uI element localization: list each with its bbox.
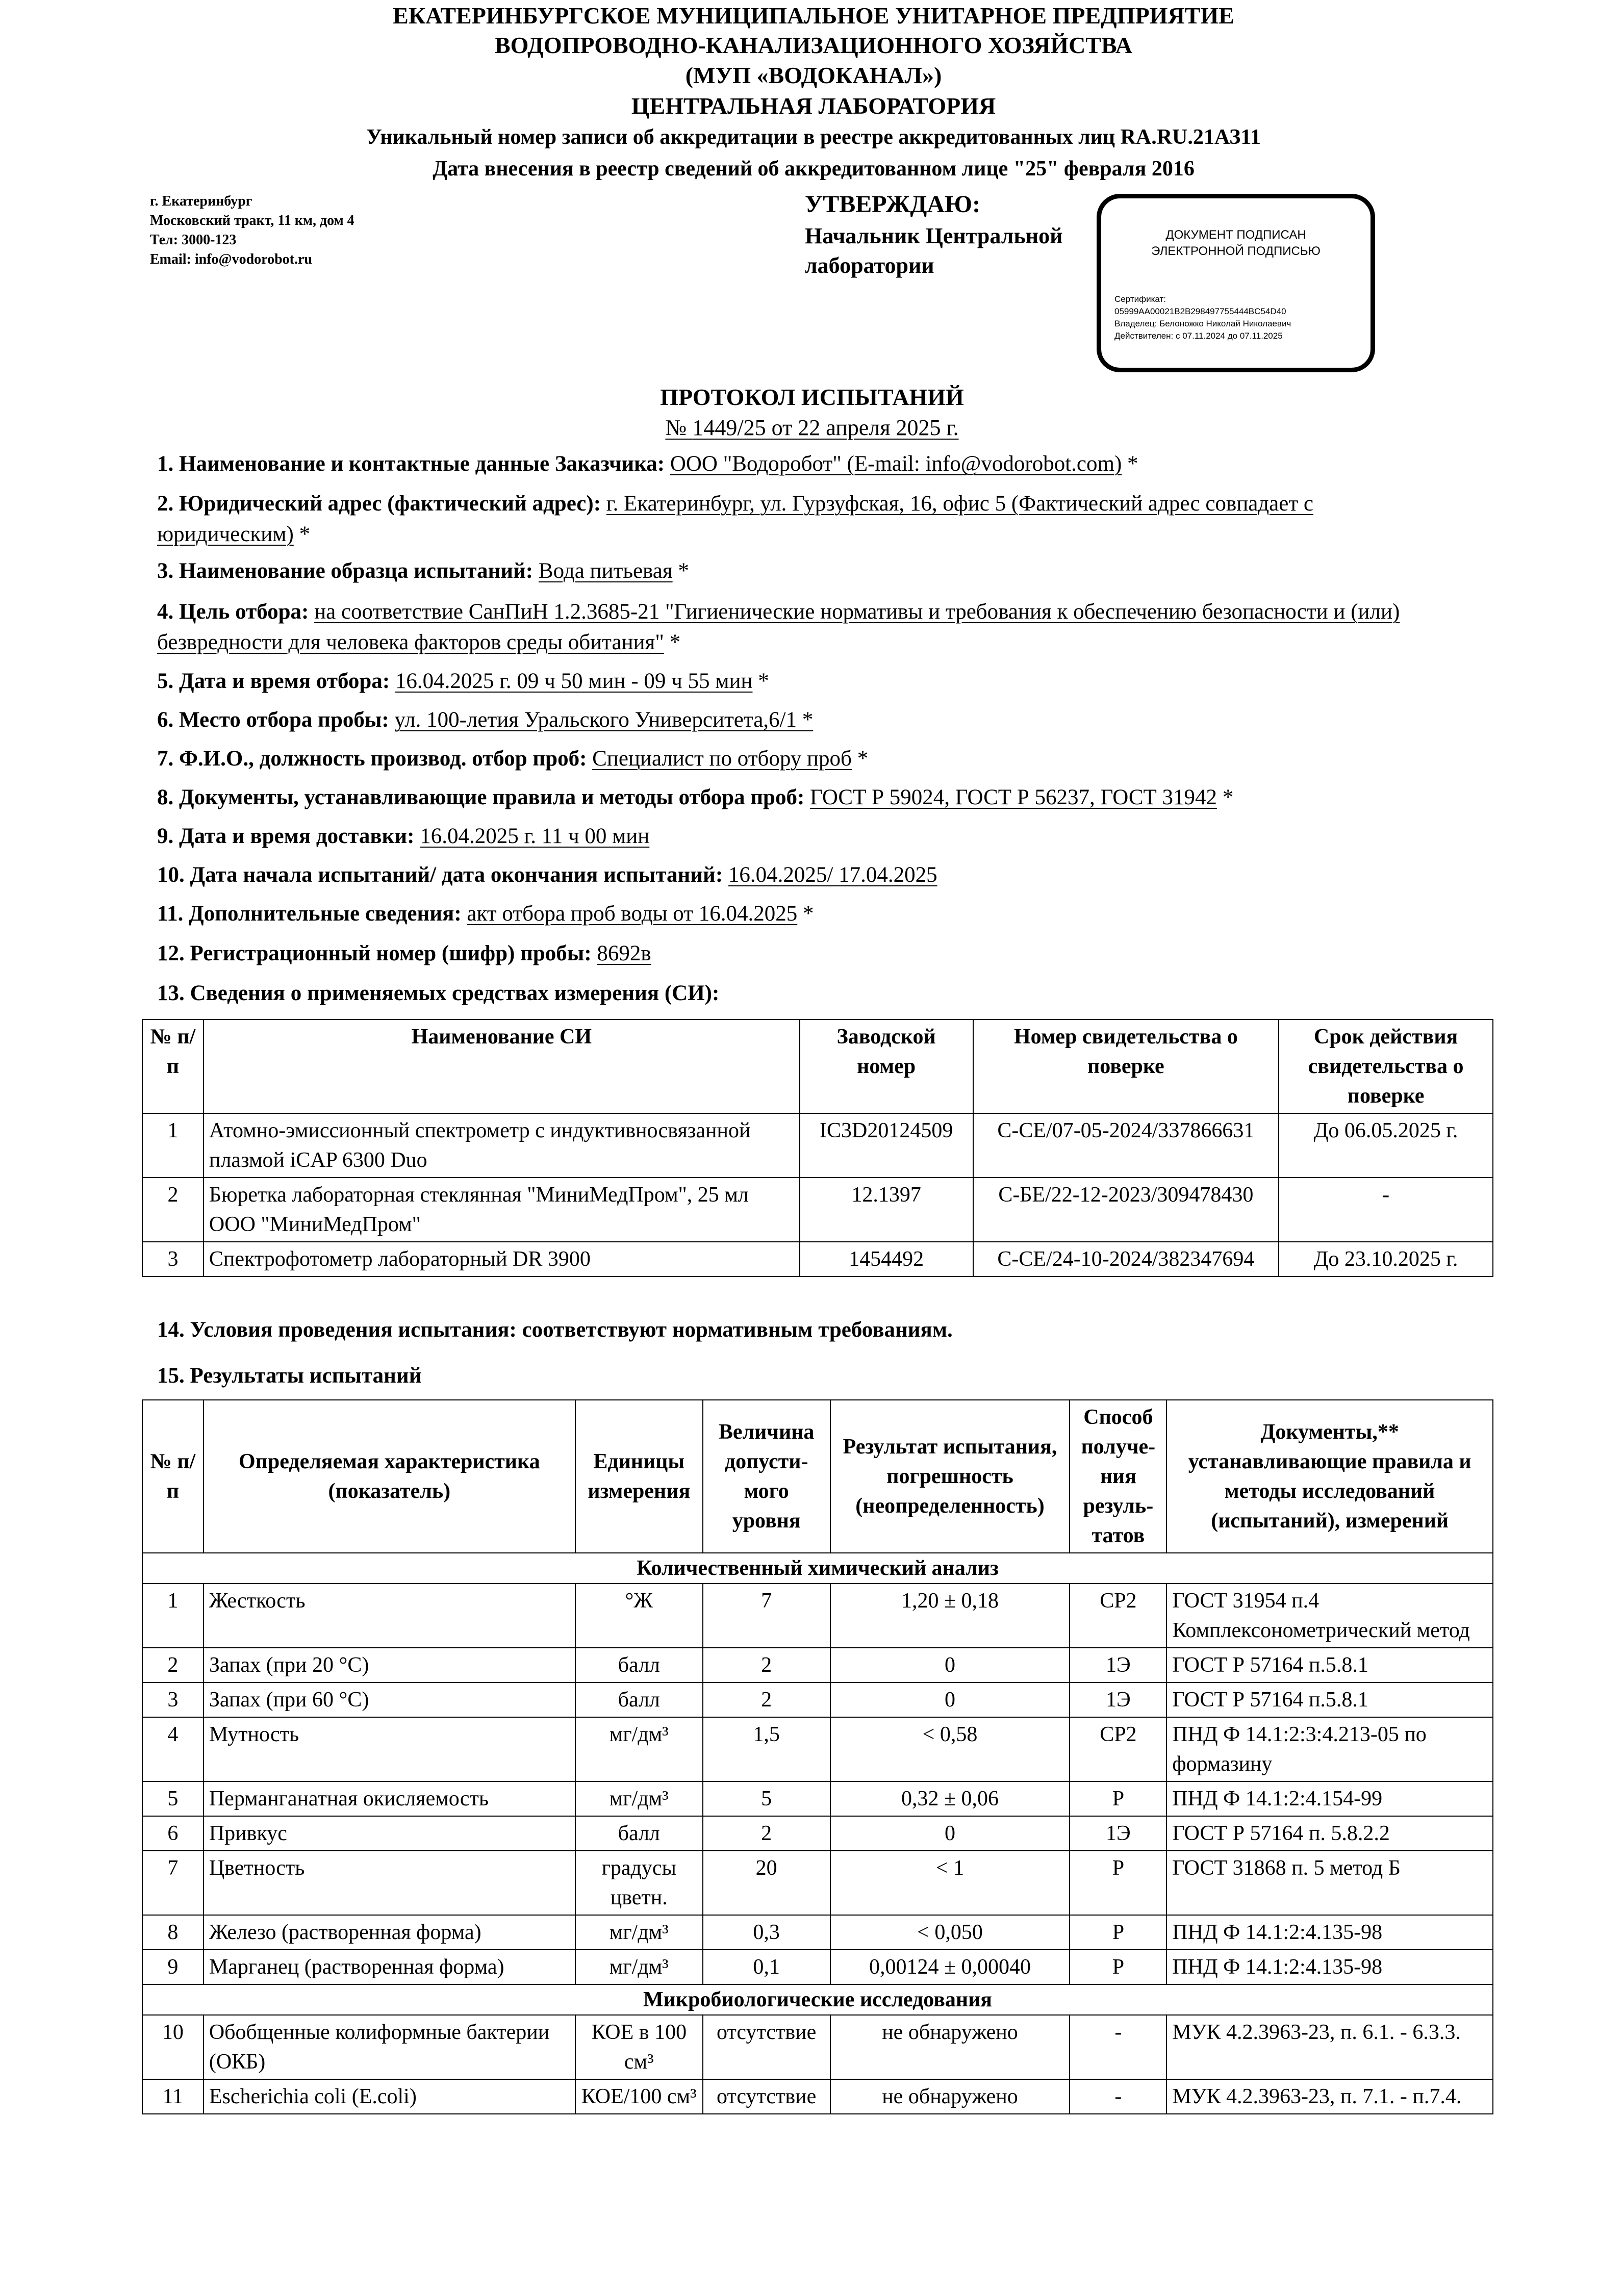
cell-method: Р [1070, 1781, 1166, 1816]
item-suffix: * [293, 522, 311, 546]
cell-documents: ГОСТ 31954 п.4 Комплексонометрический метод [1166, 1584, 1493, 1648]
table-row [142, 2015, 1493, 2079]
item-value: акт отбора проб воды от 16.04.2025 [467, 902, 798, 926]
cell-documents: ГОСТ Р 57164 п.5.8.1 [1166, 1682, 1493, 1717]
table-row [142, 1584, 1493, 1648]
cell-characteristic: Привкус [204, 1816, 575, 1851]
cell-permissible-level: 5 [703, 1781, 830, 1816]
cell-documents: ПНД Ф 14.1:2:3:4.213-05 по формазину [1166, 1717, 1493, 1781]
item-delivery-datetime [157, 821, 1483, 852]
cell-serial: 1454492 [800, 1242, 973, 1277]
cell-validity: - [1279, 1178, 1493, 1242]
cell-characteristic: Запах (при 60 °С) [204, 1682, 575, 1717]
item-sampling-datetime [157, 666, 1483, 697]
table-header-row [142, 1019, 1493, 1113]
cell-certificate: С-БЕ/22-12-2023/309478430 [973, 1178, 1279, 1242]
item-label: 3. Наименование образца испытаний: [157, 559, 539, 583]
cell-characteristic: Escherichia coli (E.coli) [204, 2079, 575, 2114]
item-label: 12. Регистрационный номер (шифр) пробы: [157, 941, 597, 965]
cell-permissible-level: 2 [703, 1682, 830, 1717]
cell-permissible-level: 20 [703, 1851, 830, 1915]
cell-result: не обнаружено [830, 2079, 1070, 2114]
item-label: 1. Наименование и контактные данные Заказчика: [157, 452, 670, 476]
cell-permissible-level: 2 [703, 1648, 830, 1682]
col-header-si-name: Наименование СИ [204, 1019, 800, 1113]
table-row [142, 1781, 1493, 1816]
cell-permissible-level: 7 [703, 1584, 830, 1648]
item-test-results: 15. Результаты испытаний [157, 1364, 422, 1388]
item-value: на соответствие СанПиН 1.2.3685-21 "Гигиенические нормативы и требования к обеспечению безопасности и (или) безвредности для человека факторов среды обитания" [157, 600, 1400, 654]
cell-validity: До 23.10.2025 г. [1279, 1242, 1493, 1277]
section-title: Микробиологические исследования [142, 1984, 1493, 2015]
cell-result: 0,00124 ± 0,00040 [830, 1950, 1070, 1984]
test-results-table [142, 1399, 1493, 2114]
cell-units: мг/дм³ [575, 1781, 703, 1816]
item-label: 7. Ф.И.О., должность производ. отбор проб: [157, 747, 593, 771]
cell-permissible-level: 2 [703, 1816, 830, 1851]
cell-number: 1 [142, 1584, 204, 1648]
protocol-title-block [0, 381, 1624, 443]
item-sampling-documents [157, 782, 1483, 813]
approval-block [805, 190, 1062, 280]
table-header-row [142, 1400, 1493, 1553]
section-row-microbiological [142, 1984, 1493, 2015]
cell-units: мг/дм³ [575, 1950, 703, 1984]
stamp-cert-label: Сертификат: [1114, 294, 1166, 304]
cell-result: < 0,58 [830, 1717, 1070, 1781]
item-suffix: * [1217, 785, 1234, 809]
col-header-certificate: Номер свидетельства о поверке [973, 1019, 1279, 1113]
cell-documents: МУК 4.2.3963-23, п. 6.1. - 6.3.3. [1166, 2015, 1493, 2079]
table-row [142, 1816, 1493, 1851]
cell-characteristic: Перманганатная окисляемость [204, 1781, 575, 1816]
col-header-validity: Срок действия свидетельства о поверке [1279, 1019, 1493, 1113]
item-value: 16.04.2025 г. 11 ч 00 мин [420, 824, 650, 848]
item-label: 10. Дата начала испытаний/ дата окончания испытаний: [157, 863, 728, 887]
table-row [142, 1242, 1493, 1277]
cell-documents: МУК 4.2.3963-23, п. 7.1. - п.7.4. [1166, 2079, 1493, 2114]
cell-result: 1,20 ± 0,18 [830, 1584, 1070, 1648]
cell-units: балл [575, 1816, 703, 1851]
org-name-line1: ЕКАТЕРИНБУРГСКОЕ МУНИЦИПАЛЬНОЕ УНИТАРНОЕ ПРЕДПРИЯТИЕ [393, 3, 1234, 29]
item-sampling-purpose [157, 597, 1432, 658]
table-row [142, 1648, 1493, 1682]
cell-method: Р [1070, 1915, 1166, 1950]
cell-units: балл [575, 1648, 703, 1682]
item-suffix: * [1122, 452, 1138, 476]
section-title: Количественный химический анализ [142, 1553, 1493, 1584]
item-suffix: * [851, 747, 869, 771]
table-row [142, 1178, 1493, 1242]
section-row-chemical [142, 1553, 1493, 1584]
org-short-name: (МУП «ВОДОКАНАЛ») [685, 62, 942, 88]
protocol-title: ПРОТОКОЛ ИСПЫТАНИЙ [660, 384, 964, 410]
cell-units: мг/дм³ [575, 1915, 703, 1950]
col-header-method: Способ получе-ния резуль-татов [1070, 1400, 1166, 1553]
item-label: 4. Цель отбора: [157, 600, 315, 624]
cell-number: 10 [142, 2015, 204, 2079]
cell-validity: До 06.05.2025 г. [1279, 1113, 1493, 1178]
cell-units: градусы цветн. [575, 1851, 703, 1915]
table-row [142, 1950, 1493, 1984]
cell-documents: ПНД Ф 14.1:2:4.135-98 [1166, 1950, 1493, 1984]
cell-documents: ПНД Ф 14.1:2:4.135-98 [1166, 1915, 1493, 1950]
item-registration-number [157, 938, 1483, 969]
cell-number: 6 [142, 1816, 204, 1851]
approval-position-line2: лаборатории [805, 253, 934, 278]
cell-certificate: С-СЕ/07-05-2024/337866631 [973, 1113, 1279, 1178]
cell-characteristic: Цветность [204, 1851, 575, 1915]
cell-method: 1Э [1070, 1648, 1166, 1682]
table-row [142, 1915, 1493, 1950]
org-name-line2: ВОДОПРОВОДНО-КАНАЛИЗАЦИОННОГО ХОЗЯЙСТВА [495, 32, 1132, 58]
address-phone: Тел: 3000-123 [150, 232, 237, 248]
cell-characteristic: Марганец (растворенная форма) [204, 1950, 575, 1984]
accreditation-number: Уникальный номер записи об аккредитации в реестре аккредитованных лиц RA.RU.21АЗ11 [366, 125, 1261, 149]
cell-number: 5 [142, 1781, 204, 1816]
cell-si-name: Спектрофотометр лабораторный DR 3900 [204, 1242, 800, 1277]
cell-si-name: Бюретка лабораторная стеклянная "МиниМедПром", 25 мл ООО "МиниМедПром" [204, 1178, 800, 1242]
item-measuring-instruments [157, 978, 1483, 1009]
cell-permissible-level: 0,1 [703, 1950, 830, 1984]
cell-result: 0 [830, 1648, 1070, 1682]
cell-number: 2 [142, 1178, 204, 1242]
item-suffix: * [797, 902, 814, 926]
item-sampling-place [157, 705, 1483, 735]
table-row [142, 1113, 1493, 1178]
cell-certificate: С-СЕ/24-10-2024/382347694 [973, 1242, 1279, 1277]
address-street: Московский тракт, 11 км, дом 4 [150, 213, 354, 228]
cell-permissible-level: 0,3 [703, 1915, 830, 1950]
col-header-serial: Заводской номер [800, 1019, 973, 1113]
accreditation-date: Дата внесения в реестр сведений об аккредитованном лице "25" февраля 2016 [433, 157, 1195, 181]
col-header-permissible-level: Величина допусти-мого уровня [703, 1400, 830, 1553]
cell-number: 4 [142, 1717, 204, 1781]
cell-number: 2 [142, 1648, 204, 1682]
protocol-number: 1449/25 [692, 415, 766, 440]
cell-result: < 1 [830, 1851, 1070, 1915]
item-suffix: * [664, 630, 681, 654]
stamp-title-line1: ДОКУМЕНТ ПОДПИСАН [1165, 228, 1306, 242]
col-header-result: Результат испытания, погрешность (неопределенность) [830, 1400, 1070, 1553]
cell-serial: 12.1397 [800, 1178, 973, 1242]
cell-units: балл [575, 1682, 703, 1717]
cell-number: 3 [142, 1682, 204, 1717]
stamp-cert-number: 05999AA00021B2B298497755444BC54D40 [1114, 307, 1286, 316]
lab-address [150, 192, 354, 269]
table-row [142, 1682, 1493, 1717]
col-header-characteristic: Определяемая характеристика (показатель) [204, 1400, 575, 1553]
cell-characteristic: Запах (при 20 °С) [204, 1648, 575, 1682]
col-header-number: № п/п [142, 1019, 204, 1113]
address-email: Email: info@vodorobot.ru [150, 251, 312, 267]
cell-method: СР2 [1070, 1717, 1166, 1781]
item-value: 16.04.2025/ 17.04.2025 [728, 863, 937, 887]
stamp-validity: Действителен: с 07.11.2024 до 07.11.2025 [1114, 331, 1283, 341]
cell-method: 1Э [1070, 1816, 1166, 1851]
protocol-date: 22 апреля 2025 г. [798, 415, 959, 440]
approval-title: УТВЕРЖДАЮ: [805, 191, 981, 218]
cell-characteristic: Жесткость [204, 1584, 575, 1648]
cell-method: - [1070, 2015, 1166, 2079]
item-value: г. Екатеринбург, ул. Гурзуфская, 16, офис 5 (Фактический адрес совпадает с юридическим) [157, 492, 1313, 546]
cell-units: КОЕ/100 см³ [575, 2079, 703, 2114]
cell-documents: ГОСТ Р 57164 п.5.8.1 [1166, 1648, 1493, 1682]
item-value: ул. 100-летия Уральского Университета,6/1 * [394, 708, 814, 732]
protocol-number-line [0, 413, 1624, 443]
measuring-instruments-table [142, 1019, 1493, 1277]
cell-documents: ПНД Ф 14.1:2:4.154-99 [1166, 1781, 1493, 1816]
item-label: 5. Дата и время отбора: [157, 669, 395, 693]
item-legal-address [157, 489, 1422, 550]
item-value: Вода питьевая [538, 559, 673, 583]
item-label: 9. Дата и время доставки: [157, 824, 420, 848]
item-label: 13. Сведения о применяемых средствах измерения (СИ): [157, 981, 720, 1005]
electronic-signature-stamp [1097, 194, 1375, 372]
cell-number: 8 [142, 1915, 204, 1950]
cell-units: КОЕ в 100 см³ [575, 2015, 703, 2079]
item-value: ООО "Водоробот" (E-mail: info@vodorobot.com) [670, 452, 1122, 476]
item-value: 16.04.2025 г. 09 ч 50 мин - 09 ч 55 мин [395, 669, 753, 693]
cell-number: 9 [142, 1950, 204, 1984]
cell-method: - [1070, 2079, 1166, 2114]
cell-result: не обнаружено [830, 2015, 1070, 2079]
cell-result: 0,32 ± 0,06 [830, 1781, 1070, 1816]
col-header-units: Единицы измерения [575, 1400, 703, 1553]
cell-characteristic: Мутность [204, 1717, 575, 1781]
address-city: г. Екатеринбург [150, 193, 252, 209]
cell-characteristic: Железо (растворенная форма) [204, 1915, 575, 1950]
cell-documents: ГОСТ Р 57164 п. 5.8.2.2 [1166, 1816, 1493, 1851]
item-sampler [157, 744, 1483, 774]
stamp-owner: Владелец: Белоножко Николай Николаевич [1114, 319, 1291, 328]
cell-method: СР2 [1070, 1584, 1166, 1648]
item-customer [157, 449, 1483, 479]
item-label: 8. Документы, устанавливающие правила и методы отбора проб: [157, 785, 810, 809]
laboratory-name: ЦЕНТРАЛЬНАЯ ЛАБОРАТОРИЯ [631, 93, 996, 119]
item-test-dates [157, 860, 1483, 890]
protocol-date-prefix: от [766, 415, 798, 440]
cell-result: 0 [830, 1682, 1070, 1717]
stamp-title [1101, 227, 1371, 260]
approval-position-line1: Начальник Центральной [805, 223, 1063, 248]
cell-number: 3 [142, 1242, 204, 1277]
organization-header [153, 0, 1474, 185]
table-row [142, 1851, 1493, 1915]
item-sample-name [157, 556, 1483, 586]
item-value: Специалист по отбору проб [592, 747, 852, 771]
item-additional-info [157, 899, 1483, 929]
cell-documents: ГОСТ 31868 п. 5 метод Б [1166, 1851, 1493, 1915]
cell-result: 0 [830, 1816, 1070, 1851]
item-label: 2. Юридический адрес (фактический адрес): [157, 492, 606, 516]
table-row [142, 1717, 1493, 1781]
item-test-conditions: 14. Условия проведения испытания: соответствуют нормативным требованиям. [157, 1318, 953, 1342]
cell-serial: IC3D20124509 [800, 1113, 973, 1178]
cell-units: °Ж [575, 1584, 703, 1648]
item-suffix: * [752, 669, 769, 693]
col-header-documents: Документы,** устанавливающие правила и методы исследований (испытаний), измерений [1166, 1400, 1493, 1553]
col-header-number: № п/п [142, 1400, 204, 1553]
item-label: 6. Место отбора пробы: [157, 708, 395, 732]
cell-method: Р [1070, 1950, 1166, 1984]
cell-number: 7 [142, 1851, 204, 1915]
item-label: 11. Дополнительные сведения: [157, 902, 467, 926]
item-suffix: * [672, 559, 689, 583]
cell-units: мг/дм³ [575, 1717, 703, 1781]
cell-permissible-level: 1,5 [703, 1717, 830, 1781]
table-row [142, 2079, 1493, 2114]
stamp-certificate [1114, 293, 1291, 342]
cell-method: 1Э [1070, 1682, 1166, 1717]
cell-method: Р [1070, 1851, 1166, 1915]
cell-permissible-level: отсутствие [703, 2015, 830, 2079]
item-value: ГОСТ Р 59024, ГОСТ Р 56237, ГОСТ 31942 [810, 785, 1217, 809]
cell-characteristic: Обобщенные колиформные бактерии (ОКБ) [204, 2015, 575, 2079]
stamp-title-line2: ЭЛЕКТРОННОЙ ПОДПИСЬЮ [1151, 244, 1321, 258]
cell-si-name: Атомно-эмиссионный спектрометр с индуктивносвязанной плазмой iCAP 6300 Duo [204, 1113, 800, 1178]
item-value: 8692в [597, 941, 651, 965]
cell-result: < 0,050 [830, 1915, 1070, 1950]
cell-number: 11 [142, 2079, 204, 2114]
protocol-number-prefix: № [665, 415, 693, 440]
cell-number: 1 [142, 1113, 204, 1178]
cell-permissible-level: отсутствие [703, 2079, 830, 2114]
